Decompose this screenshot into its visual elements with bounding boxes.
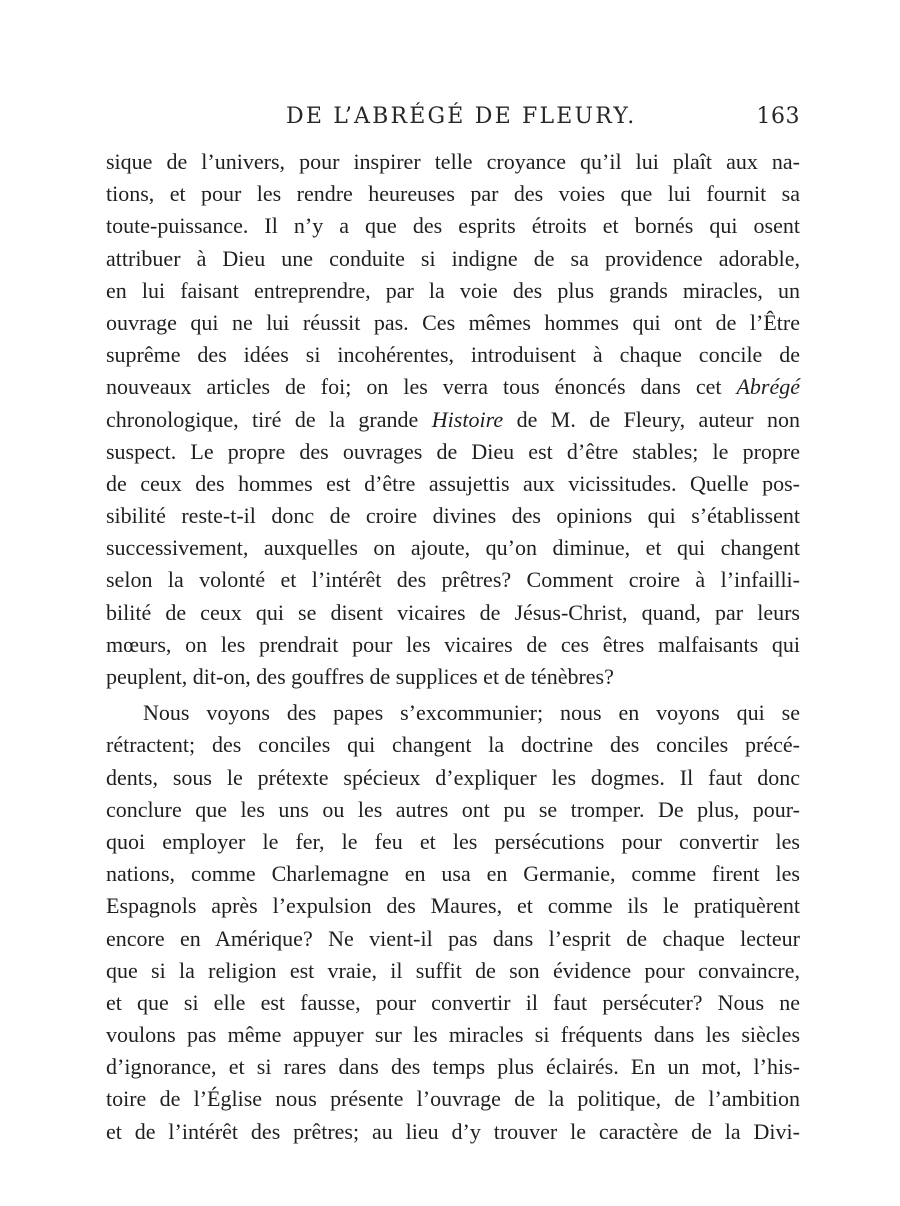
text-line: et que si elle est fausse, pour convertir il faut persécuter? Nous ne	[106, 989, 800, 1015]
text-line: quoi employer le fer, le feu et les persécutions pour convertir les	[106, 828, 800, 854]
text-line: ouvrage qui ne lui réussit pas. Ces mêmes hommes qui ont de l’Être	[106, 309, 800, 335]
text-line: de ceux des hommes est d’être assujettis aux vicissitudes. Quelle pos-	[106, 470, 800, 496]
text-line: Nous voyons des papes s’excommunier; nous en voyons qui se	[143, 700, 800, 726]
text-line	[106, 371, 800, 403]
text-line: conclure que les uns ou les autres ont pu se tromper. De plus, pour-	[106, 796, 800, 822]
text-line: rétractent; des conciles qui changent la doctrine des conciles précé-	[106, 732, 800, 758]
text-line: peuplent, dit-on, des gouffres de supplices et de ténèbres?	[106, 664, 614, 689]
paper-blemish	[58, 1050, 78, 1060]
text-line	[106, 404, 800, 436]
text-line: mœurs, on les prendrait pour les vicaires de ces êtres malfaisants qui	[106, 631, 800, 657]
text-line: selon la volonté et l’intérêt des prêtres? Comment croire à l’infailli-	[106, 567, 800, 593]
text-line: suprême des idées si incohérentes, introduisent à chaque concile de	[106, 342, 800, 368]
text-segment: de M. de Fleury, auteur non	[516, 406, 801, 432]
running-title: DE L’ABRÉGÉ DE FLEURY.	[286, 104, 637, 129]
text-line: successivement, auxquelles on ajoute, qu’on diminue, et qui changent	[106, 535, 800, 561]
running-head	[106, 104, 800, 140]
text-line: tions, et pour les rendre heureuses par des voies que lui fournit sa	[106, 181, 800, 207]
text-line: sique de l’univers, pour inspirer telle croyance qu’il lui plaît aux na-	[106, 149, 800, 174]
text-line: encore en Amérique? Ne vient-il pas dans l’esprit de chaque lecteur	[106, 925, 800, 951]
italic-title: Abrégé	[736, 374, 800, 400]
text-line: suspect. Le propre des ouvrages de Dieu est d’être stables; le propre	[106, 438, 800, 464]
italic-title: Histoire	[431, 406, 504, 432]
text-line: que si la religion est vraie, il suffit de son évidence pour convaincre,	[106, 957, 800, 983]
paragraph-2	[106, 697, 800, 1148]
text-line: voulons pas même appuyer sur les miracles si fréquents dans les siècles	[106, 1022, 800, 1048]
page-number: 163	[756, 104, 800, 129]
text-line: nations, comme Charlemagne en usa en Germanie, comme firent les	[106, 861, 800, 887]
text-line: attribuer à Dieu une conduite si indigne de sa providence adorable,	[106, 245, 800, 271]
text-line: en lui faisant entreprendre, par la voie des plus grands miracles, un	[106, 277, 800, 303]
text-line: bilité de ceux qui se disent vicaires de Jésus-Christ, quand, par leurs	[106, 599, 800, 625]
text-segment: nouveaux articles de foi; on les verra tous énoncés dans cet	[106, 374, 722, 400]
paragraph-1	[106, 146, 800, 693]
text-segment: chronologique, tiré de la grande	[106, 406, 419, 432]
text-line: toute-puissance. Il n’y a que des esprits étroits et bornés qui osent	[106, 213, 800, 239]
body-text	[106, 146, 800, 1148]
text-line: sibilité reste-t-il donc de croire divines des opinions qui s’établissent	[106, 503, 800, 529]
text-line: d’ignorance, et si rares dans des temps plus éclairés. En un mot, l’his-	[106, 1054, 800, 1080]
text-line: et de l’intérêt des prêtres; au lieu d’y trouver le caractère de la Divi-	[106, 1118, 800, 1144]
text-line: dents, sous le prétexte spécieux d’expliquer les dogmes. Il faut donc	[106, 764, 800, 790]
text-line: Espagnols après l’expulsion des Maures, et comme ils le pratiquèrent	[106, 893, 800, 919]
text-line: toire de l’Église nous présente l’ouvrage de la politique, de l’ambition	[106, 1086, 800, 1112]
